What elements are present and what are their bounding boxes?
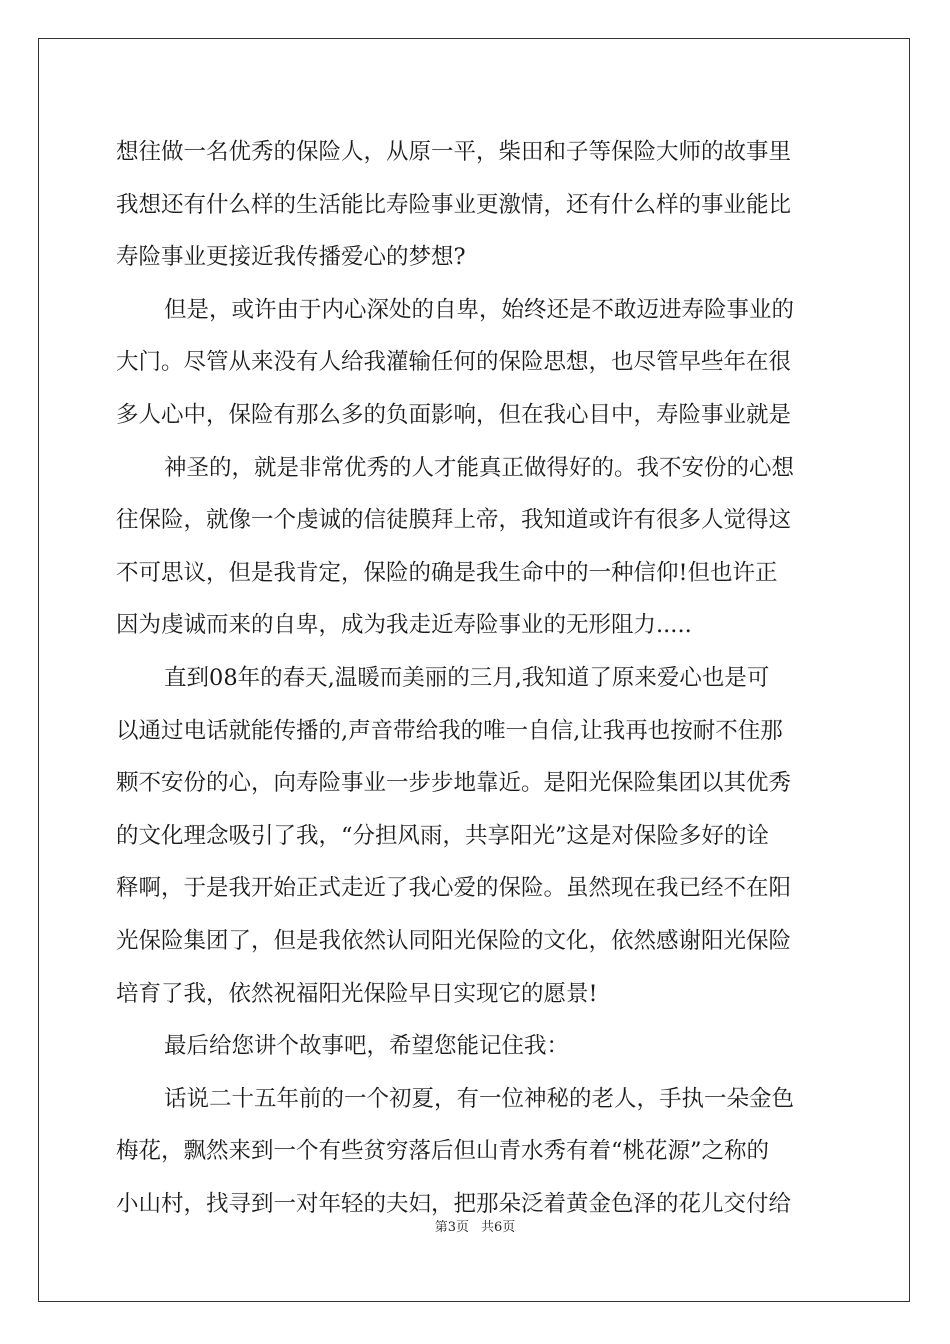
document-body [116, 126, 836, 1230]
text-line: 因为虔诚而来的自卑，成为我走近寿险事业的无形阻力..... [116, 612, 692, 639]
text-line: 我想还有什么样的生活能比寿险事业更激情，还有什么样的事业能比 [116, 191, 792, 218]
text-line: 不可思议，但是我肯定，保险的确是我生命中的一种信仰!但也许正 [116, 559, 778, 586]
text-line: 寿险事业更接近我传播爱心的梦想? [116, 244, 466, 271]
text-line: 颗不安份的心，向寿险事业一步步地靠近。是阳光保险集团以其优秀 [116, 770, 792, 797]
text-line: 小山村，找寻到一对年轻的夫妇，把那朵泛着黄金色泽的花儿交付给 [116, 1190, 792, 1217]
text-line: 神圣的，就是非常优秀的人才能真正做得好的。我不安份的心想 [164, 454, 795, 481]
text-line: 大门。尽管从来没有人给我灌输任何的保险思想，也尽管早些年在很 [116, 349, 792, 376]
page-footer [0, 1216, 950, 1235]
text-line: 话说二十五年前的一个初夏，有一位神秘的老人，手执一朵金色 [164, 1085, 795, 1112]
text-line: 最后给您讲个故事吧，希望您能记住我： [164, 1033, 570, 1060]
text-line: 多人心中，保险有那么多的负面影响，但在我心目中，寿险事业就是 [116, 401, 792, 428]
text-line: 直到08年的春天,温暖而美丽的三月,我知道了原来爱心也是可 [164, 664, 770, 691]
text-line: 培育了我，依然祝福阳光保险早日实现它的愿景! [116, 980, 598, 1007]
text-line: 的文化理念吸引了我，“分担风雨，共享阳光”这是对保险多好的诠 [116, 822, 770, 849]
text-line: 想往做一名优秀的保险人，从原一平，柴田和子等保险大师的故事里 [116, 139, 792, 165]
text-line: 梅花，飘然来到一个有些贫穷落后但山青水秀有着“桃花源”之称的 [116, 1138, 770, 1165]
text-line: 但是，或许由于内心深处的自卑，始终还是不敢迈进寿险事业的 [164, 296, 795, 323]
current-page-label: 第3页 [434, 1220, 469, 1235]
text-line: 光保险集团了，但是我依然认同阳光保险的文化，依然感谢阳光保险 [116, 927, 792, 954]
text-line: 释啊，于是我开始正式走近了我心爱的保险。虽然现在我已经不在阳 [116, 875, 792, 902]
text-line: 往保险，就像一个虔诚的信徒膜拜上帝，我知道或许有很多人觉得这 [116, 507, 792, 534]
text-line: 以通过电话就能传播的,声音带给我的唯一自信,让我再也按耐不住那 [116, 717, 783, 744]
total-pages-label: 共6页 [481, 1220, 516, 1235]
